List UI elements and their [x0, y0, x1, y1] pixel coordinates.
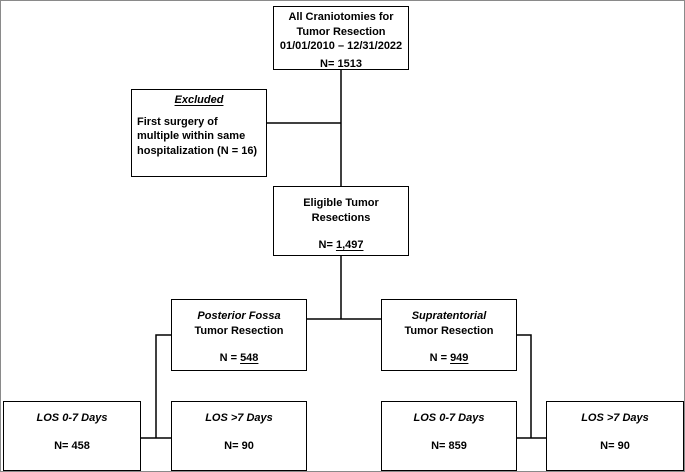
supratentorial-line1: Supratentorial	[411, 310, 487, 322]
all-craniotomies-line1: All Craniotomies for	[288, 11, 394, 23]
los-n: N= 859	[431, 439, 467, 452]
posterior-fossa-box	[171, 299, 307, 371]
eligible-box	[273, 186, 409, 256]
all-craniotomies-n: N= 1513	[320, 57, 362, 70]
los-0-7-supratentorial-box	[381, 401, 517, 471]
all-craniotomies-line2: Tumor Resection	[296, 25, 386, 38]
los-n: N= 90	[224, 439, 254, 452]
los-label: LOS 0-7 Days	[413, 412, 485, 424]
all-craniotomies-dates: 01/01/2010 – 12/31/2022	[279, 40, 403, 53]
los-n: N= 458	[54, 439, 90, 452]
posterior-fossa-line1: Posterior Fossa	[197, 310, 281, 322]
excluded-body: First surgery of multiple within same hospitalization (N = 16)	[137, 115, 258, 157]
los-label: LOS 0-7 Days	[36, 412, 108, 424]
excluded-box	[131, 89, 267, 177]
los-over-7-posterior-box	[171, 401, 307, 471]
los-over-7-supratentorial-box	[546, 401, 684, 471]
los-0-7-posterior-box	[3, 401, 141, 471]
los-label: LOS >7 Days	[205, 412, 273, 424]
eligible-title: Eligible Tumor Resections	[303, 197, 379, 224]
los-label: LOS >7 Days	[581, 412, 649, 424]
excluded-title: Excluded	[174, 94, 224, 106]
posterior-fossa-n: N = 548	[219, 352, 259, 365]
supratentorial-n: N = 949	[429, 352, 469, 365]
posterior-fossa-line2: Tumor Resection	[194, 324, 284, 337]
eligible-n: N= 1,497	[318, 239, 364, 252]
los-n: N= 90	[600, 439, 630, 452]
all-craniotomies-box	[273, 6, 409, 70]
supratentorial-box	[381, 299, 517, 371]
supratentorial-line2: Tumor Resection	[404, 324, 494, 337]
